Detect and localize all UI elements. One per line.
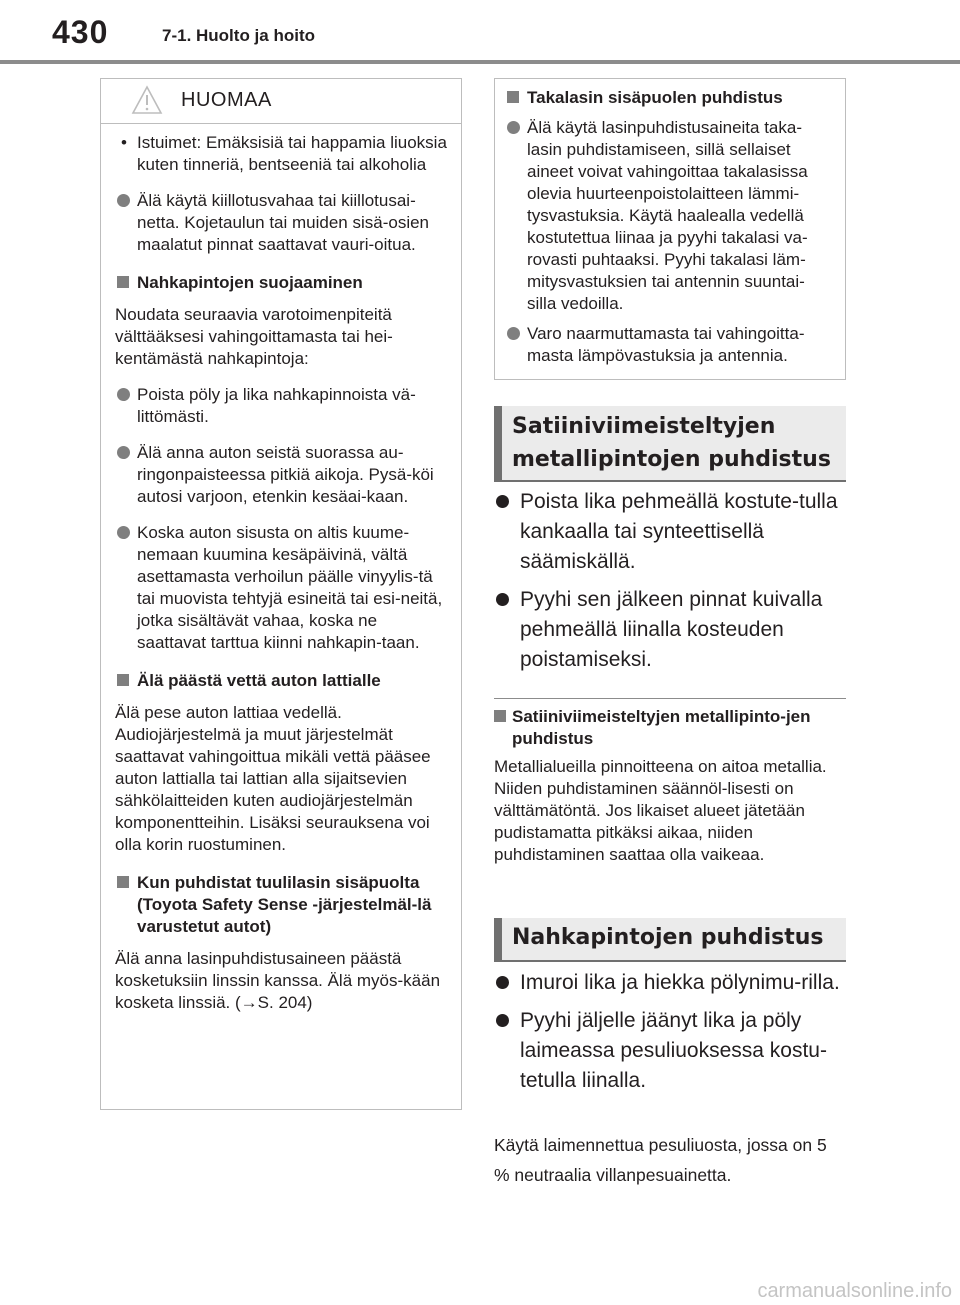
leather-item-text: Älä anna auton seistä suorassa au-ringonpaisteessa pitkiä aikoja. Pysä-köi autosi varjoon, etenkin kesäai-kaan. xyxy=(137,443,434,506)
satin-note-text: Metallialueilla pinnoitteena on aitoa metallia. Niiden puhdistaminen säännöl-lisesti on välttämätöntä. Jos likaiset alueet jätetään pudistamatta pitkäksi aikaa, niiden puhdistaminen saattaa olla vaikeaa. xyxy=(494,757,827,864)
leather-intro: Noudata seuraavia varotoimenpiteitä välttääksesi vahingoittamasta tai hei-kentämästä nahkapintoja: xyxy=(115,305,393,368)
leather-bullet-text: Pyyhi jäljelle jäänyt lika ja pöly laimeassa pesuliuoksessa kostu-tetulla liinalla. xyxy=(520,1009,827,1092)
satin-note xyxy=(494,706,846,866)
caution-box xyxy=(100,78,462,1110)
list-item xyxy=(505,323,833,367)
floor-water-text: Älä pese auton lattiaa vedellä. Audiojärjestelmä ja muut järjestelmät saattavat vahingoittua mikäli vettä pääsee auton lattialla tai lattian alla sijaitsevien sähkölaitteiden kuten audiojärjestelmän komponentteihin. Lisäksi seurauksena voi olla korin ruostuminen. xyxy=(115,703,431,854)
section-divider xyxy=(494,480,846,482)
list-item xyxy=(494,1006,854,1096)
page-number: 430 xyxy=(52,14,109,50)
polish-caution-text: Älä käytä kiillotusvahaa tai kiillotusai-netta. Kojetaulun tai muiden sisä-osien maalatut pinnat saattavat vauri-oitua. xyxy=(137,191,430,254)
leather-title-text: Nahkapintojen puhdistus xyxy=(512,925,824,950)
list-item xyxy=(115,132,447,176)
satin-bullet-text: Pyyhi sen jälkeen pinnat kuivalla pehmeällä liinalla kosteuden poistamiseksi. xyxy=(520,588,823,671)
section-heading xyxy=(505,87,833,109)
list-item xyxy=(494,487,854,577)
list-item xyxy=(115,522,447,654)
bullet-dot-icon xyxy=(496,593,509,606)
satin-title-line2: metallipintojen puhdistus xyxy=(512,447,831,472)
caution-body xyxy=(101,132,461,1014)
bullet-dot-icon xyxy=(117,446,130,459)
caution-title: HUOMAA xyxy=(181,89,272,111)
section-heading xyxy=(115,272,447,294)
rear-window-heading: Takalasin sisäpuolen puhdistus xyxy=(527,88,783,107)
satin-bullet-text: Poista lika pehmeällä kostute-tulla kankaalla tai synteettisellä säämiskällä. xyxy=(520,490,838,573)
bullet-marker: • xyxy=(121,133,127,152)
square-bullet-icon xyxy=(494,710,506,722)
leather-item-text: Poista pöly ja lika nahkapinnoista vä-littömästi. xyxy=(137,385,416,426)
bullet-dot-icon xyxy=(496,1014,509,1027)
leather-section-title xyxy=(494,918,846,960)
windshield-text: Älä anna lasinpuhdistusaineen päästä kosketuksiin linssin kanssa. Älä myös-kään kosketa linssiä. (→S. 204) xyxy=(115,949,441,1012)
list-item xyxy=(115,190,447,256)
rear-window-item-text: Älä käytä lasinpuhdistusaineita taka-lasin puhdistamiseen, sillä sellaiset aineet voivat vahingoittaa takalasissa olevia huurteenpoistolaitteen lämmi-tysvastuksia. Käytä haalealla vedellä kostutettua liinaa ja pyyhi takalasi va-rovasti puhtaaksi. Pyyhi takalasi läm-mitysvastuksien tai antennin suuntai-silla vedoilla. xyxy=(527,118,808,313)
seat-caution-text: Istuimet: Emäksisiä tai happamia liuoksia kuten tinneriä, bentseeniä tai alkoholia xyxy=(137,133,447,174)
leather-bullet-text: Imuroi lika ja hiekka pölynimu-rilla. xyxy=(520,971,840,994)
bullet-dot-icon xyxy=(117,388,130,401)
square-bullet-icon xyxy=(117,276,129,288)
header-divider xyxy=(0,60,960,64)
floor-water-heading: Älä päästä vettä auton lattialle xyxy=(137,671,381,690)
square-bullet-icon xyxy=(117,674,129,686)
bullet-dot-icon xyxy=(117,526,130,539)
leather-protection-heading: Nahkapintojen suojaaminen xyxy=(137,273,363,292)
caution-header xyxy=(101,79,461,124)
note-divider xyxy=(494,698,846,699)
bullet-dot-icon xyxy=(496,495,509,508)
rear-window-item-text: Varo naarmuttamasta tai vahingoitta-masta lämpövastuksia ja antennia. xyxy=(527,324,805,365)
list-item xyxy=(115,384,447,428)
satin-note-heading: Satiiniviimeisteltyjen metallipinto-jen puhdistus xyxy=(512,707,811,748)
section-divider xyxy=(494,960,846,962)
satin-title-line1: Satiiniviimeisteltyjen xyxy=(512,414,776,439)
page-header xyxy=(0,0,960,64)
chapter-title: 7-1. Huolto ja hoito xyxy=(162,26,315,45)
satin-bullet-list xyxy=(494,487,854,683)
watermark: carmanualsonline.info xyxy=(757,1280,952,1302)
list-item xyxy=(115,442,447,508)
section-heading xyxy=(115,872,447,938)
leather-detergent-text: Käytä laimennettua pesuliuosta, jossa on 5 % neutraalia villanpesuainetta. xyxy=(494,1135,827,1185)
bullet-dot-icon xyxy=(496,976,509,989)
list-item xyxy=(505,117,833,315)
list-item xyxy=(494,968,854,998)
leather-bullet-list xyxy=(494,968,854,1104)
leather-item-text: Koska auton sisusta on altis kuume-nemaan kuumina kesäpäivinä, vältä asettamasta verhoilun päälle vinyylis-tä tai muovista tehtyjä esineitä tai esi-neitä, jotka sisältävät vahaa, koska ne saattavat tarttua kiinni nahkapin-taan. xyxy=(137,523,443,652)
square-bullet-icon xyxy=(117,876,129,888)
rear-window-box xyxy=(494,78,846,380)
windshield-heading: Kun puhdistat tuulilasin sisäpuolta (Toyota Safety Sense -järjestelmäl-lä varustetut autot) xyxy=(137,873,432,936)
satin-section-title xyxy=(494,406,846,480)
list-item xyxy=(494,585,854,675)
section-heading xyxy=(115,670,447,692)
warning-triangle-icon xyxy=(131,85,163,115)
bullet-dot-icon xyxy=(117,194,130,207)
bullet-dot-icon xyxy=(507,121,520,134)
bullet-dot-icon xyxy=(507,327,520,340)
square-bullet-icon xyxy=(507,91,519,103)
section-heading xyxy=(494,706,846,750)
